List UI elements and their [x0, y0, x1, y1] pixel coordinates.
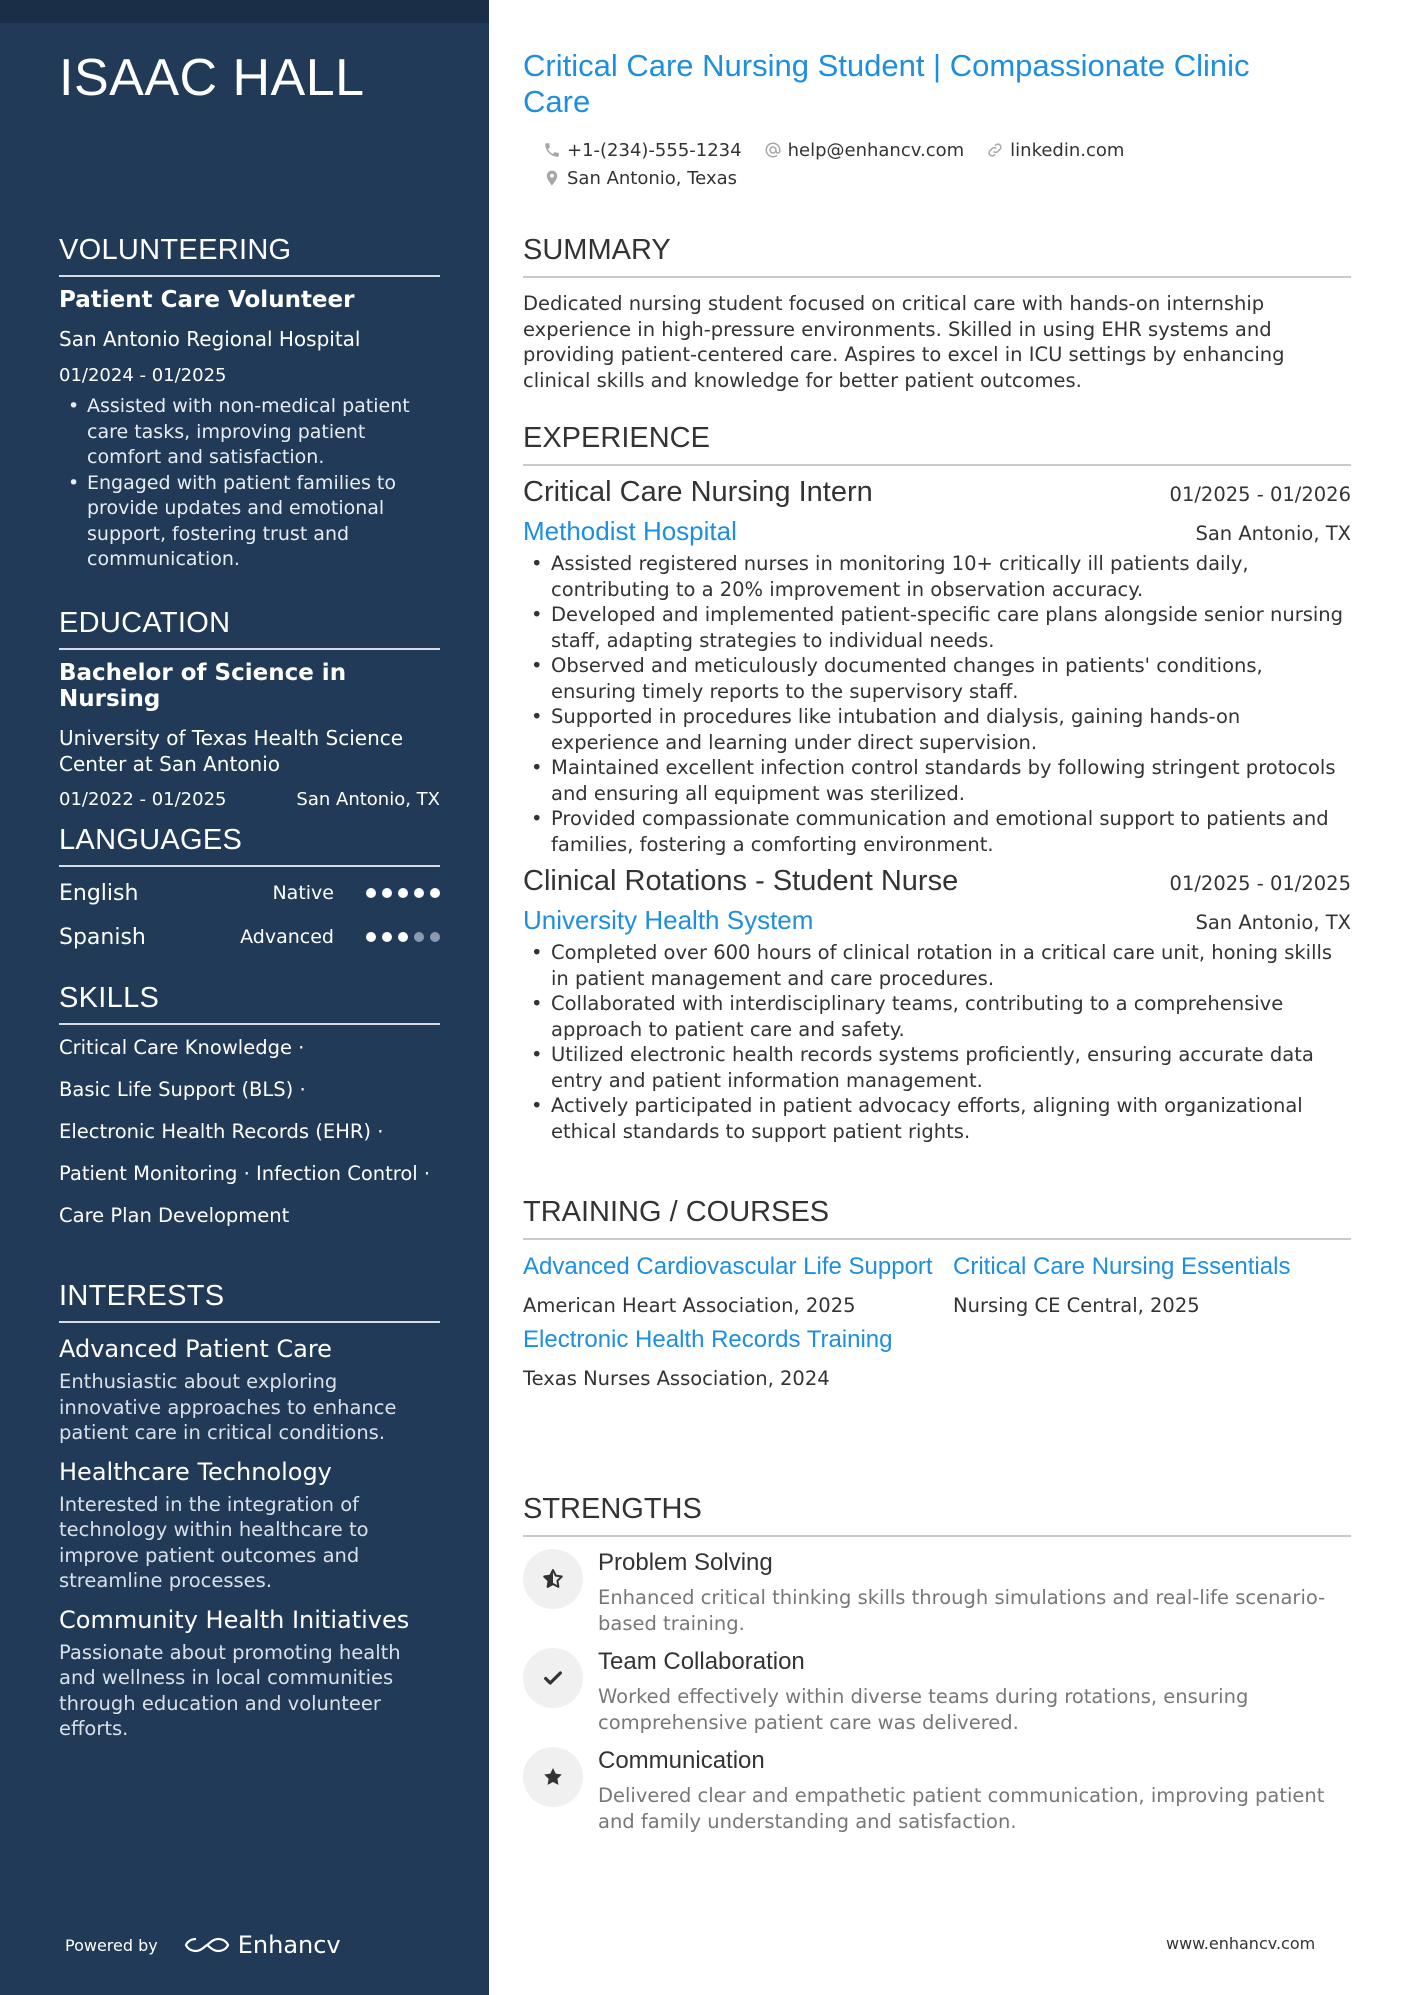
volunteer-bullets	[59, 394, 440, 573]
rating-dot-filled	[366, 932, 376, 942]
link-text: linkedin.com	[1010, 139, 1125, 161]
education-section	[59, 607, 440, 810]
interests-section	[59, 1280, 440, 1742]
rating-dot-filled	[366, 888, 376, 898]
strength-item	[523, 1549, 1351, 1636]
email-text: help@enhancv.com	[787, 139, 965, 161]
skills-section	[59, 982, 440, 1237]
rating-dot-filled	[398, 932, 408, 942]
experience-section	[523, 422, 1351, 1144]
job-dates: 01/2025 - 01/2026	[1169, 483, 1351, 506]
enhancv-logo[interactable]	[184, 1931, 341, 1959]
strength-item	[523, 1648, 1351, 1735]
volunteering-section	[59, 234, 440, 573]
language-rating	[366, 888, 440, 898]
course-title: Electronic Health Records Training	[523, 1326, 893, 1353]
interest-item	[59, 1458, 440, 1594]
volunteer-title: Patient Care Volunteer	[59, 287, 355, 313]
section-heading: INTERESTS	[59, 1280, 440, 1323]
job-org: University Health System	[523, 905, 814, 935]
strength-name: Team Collaboration	[598, 1648, 805, 1675]
star-icon	[523, 1747, 583, 1807]
bullet: • Maintained excellent infection control standards by following stringent protocols and ensuring all equipment was sterilized.	[523, 755, 1351, 806]
headline: Critical Care Nursing Student | Compassionate Clinic Care	[523, 48, 1250, 119]
location-text: San Antonio, Texas	[567, 167, 737, 189]
bullet: • Actively participated in patient advocacy efforts, aligning with organizational ethical standards to support patient rights.	[523, 1093, 1351, 1144]
bullet: • Completed over 600 hours of clinical rotation in a critical care unit, honing skills in patient management and care procedures.	[523, 940, 1351, 991]
course-provider: Nursing CE Central, 2025	[953, 1294, 1200, 1317]
language-row	[59, 871, 440, 915]
education-dates: 01/2022 - 01/2025	[59, 789, 227, 810]
job-dates: 01/2025 - 01/2025	[1169, 872, 1351, 895]
rating-dot-filled	[430, 888, 440, 898]
strength-name: Communication	[598, 1747, 765, 1774]
job-title: Critical Care Nursing Intern	[523, 476, 873, 508]
star-half-icon	[523, 1549, 583, 1609]
course-provider: Texas Nurses Association, 2024	[523, 1367, 830, 1390]
skill-line: Patient Monitoring · Infection Control ·	[59, 1162, 431, 1185]
job-bullets	[523, 940, 1351, 1144]
job-entry	[523, 476, 1351, 857]
link-icon	[986, 141, 1004, 159]
bullet: • Utilized electronic health records systems proficiently, ensuring accurate data entry and patient information management.	[523, 1042, 1351, 1093]
link-contact[interactable]	[986, 140, 1124, 161]
summary-text: Dedicated nursing student focused on critical care with hands-on internship experience in high-pressure environments. Skilled in using EHR systems and providing patient-centered care. Aspires to excel in ICU settings by enhancing clinical skills and knowledge for better patient outcomes.	[523, 292, 1285, 392]
education-meta	[59, 789, 440, 810]
section-heading: EDUCATION	[59, 607, 440, 650]
section-heading: STRENGTHS	[523, 1493, 1351, 1537]
email-contact[interactable]	[764, 140, 965, 161]
rating-dot-filled	[398, 888, 408, 898]
rating-dot-filled	[382, 932, 392, 942]
language-level: Advanced	[240, 926, 334, 948]
job-bullets	[523, 551, 1351, 857]
job-title: Clinical Rotations - Student Nurse	[523, 865, 959, 897]
interest-desc: Interested in the integration of technology within healthcare to improve patient outcomes and streamline processes.	[59, 1492, 369, 1592]
check-icon	[523, 1648, 583, 1708]
job-org: Methodist Hospital	[523, 516, 737, 546]
interest-item	[59, 1335, 440, 1446]
section-heading: TRAINING / COURSES	[523, 1196, 1351, 1240]
bullet: • Engaged with patient families to provide updates and emotional support, fostering trust and communication.	[59, 471, 440, 573]
section-heading: SUMMARY	[523, 234, 1351, 278]
strength-desc: Enhanced critical thinking skills through simulations and real-life scenario-based training.	[598, 1586, 1326, 1635]
job-entry	[523, 865, 1351, 1144]
location-pin-icon	[543, 169, 561, 187]
interest-desc: Passionate about promoting health and wellness in local communities through education and volunteer efforts.	[59, 1640, 401, 1740]
brand-name: Enhancv	[237, 1931, 341, 1959]
training-section	[523, 1196, 1351, 1390]
skill-line: Electronic Health Records (EHR) ·	[59, 1120, 384, 1143]
language-row	[59, 915, 440, 959]
language-name: Spanish	[59, 924, 146, 950]
rating-dot-filled	[382, 888, 392, 898]
job-location: San Antonio, TX	[1195, 911, 1351, 934]
summary-section	[523, 234, 1351, 393]
bullet: • Provided compassionate communication and emotional support to patients and families, fostering a comforting environment.	[523, 806, 1351, 857]
powered-by	[65, 1931, 341, 1959]
powered-by-label: Powered by	[65, 1935, 158, 1955]
strength-name: Problem Solving	[598, 1549, 773, 1576]
phone-contact[interactable]	[543, 140, 742, 161]
degree: Bachelor of Science in Nursing	[59, 660, 347, 712]
skill-line: Critical Care Knowledge ·	[59, 1036, 305, 1059]
language-level: Native	[272, 882, 334, 904]
strength-item	[523, 1747, 1351, 1834]
interest-title: Healthcare Technology	[59, 1457, 332, 1486]
contact-info	[543, 136, 1124, 192]
language-rating	[366, 932, 440, 942]
skill-line: Care Plan Development	[59, 1204, 290, 1227]
course-item	[523, 1325, 953, 1390]
rating-dot-empty	[414, 932, 424, 942]
volunteer-org: San Antonio Regional Hospital	[59, 327, 361, 351]
bullet: • Assisted with non-medical patient care tasks, improving patient comfort and satisfaction.	[59, 394, 440, 471]
rating-dot-empty	[430, 932, 440, 942]
footer-url[interactable]: www.enhancv.com	[1166, 1934, 1316, 1953]
education-location: San Antonio, TX	[296, 789, 440, 810]
infinity-logo-icon	[184, 1933, 230, 1957]
course-item	[953, 1252, 1351, 1317]
sidebar	[0, 0, 489, 1995]
interest-title: Community Health Initiatives	[59, 1605, 410, 1634]
language-name: English	[59, 880, 139, 906]
phone-icon	[543, 141, 561, 159]
bullet: • Collaborated with interdisciplinary teams, contributing to a comprehensive approach to patient care and safety.	[523, 991, 1351, 1042]
job-location: San Antonio, TX	[1195, 522, 1351, 545]
bullet: • Assisted registered nurses in monitoring 10+ critically ill patients daily, contributing to a 20% improvement in observation accuracy.	[523, 551, 1351, 602]
section-heading: EXPERIENCE	[523, 422, 1351, 466]
section-heading: LANGUAGES	[59, 824, 440, 867]
course-provider: American Heart Association, 2025	[523, 1294, 856, 1317]
school: University of Texas Health Science Center at San Antonio	[59, 726, 404, 776]
bullet: • Observed and meticulously documented changes in patients' conditions, ensuring timely reports to the supervisory staff.	[523, 653, 1351, 704]
rating-dot-filled	[414, 888, 424, 898]
interest-title: Advanced Patient Care	[59, 1335, 332, 1363]
section-heading: VOLUNTEERING	[59, 234, 440, 277]
strengths-section	[523, 1493, 1351, 1834]
section-heading: SKILLS	[59, 982, 440, 1025]
skill-line: Basic Life Support (BLS) ·	[59, 1078, 306, 1101]
at-icon	[764, 141, 782, 159]
location-contact	[543, 168, 737, 189]
course-item	[523, 1252, 953, 1317]
candidate-name: ISAAC HALL	[59, 49, 365, 107]
course-title: Critical Care Nursing Essentials	[953, 1253, 1291, 1280]
sidebar-top-bar	[0, 0, 489, 23]
strength-desc: Delivered clear and empathetic patient communication, improving patient and family understanding and satisfaction.	[598, 1784, 1325, 1833]
interest-desc: Enthusiastic about exploring innovative approaches to enhance patient care in critical conditions.	[59, 1370, 397, 1444]
phone-text: +1-(234)-555-1234	[567, 139, 742, 161]
interest-item	[59, 1606, 440, 1742]
course-title: Advanced Cardiovascular Life Support	[523, 1253, 933, 1280]
bullet: • Supported in procedures like intubation and dialysis, gaining hands-on experience and learning under direct supervision.	[523, 704, 1351, 755]
languages-section	[59, 824, 440, 959]
bullet: • Developed and implemented patient-specific care plans alongside senior nursing staff, adapting strategies to individual needs.	[523, 602, 1351, 653]
volunteer-dates: 01/2024 - 01/2025	[59, 365, 227, 386]
strength-desc: Worked effectively within diverse teams during rotations, ensuring comprehensive patient care was delivered.	[598, 1685, 1249, 1734]
